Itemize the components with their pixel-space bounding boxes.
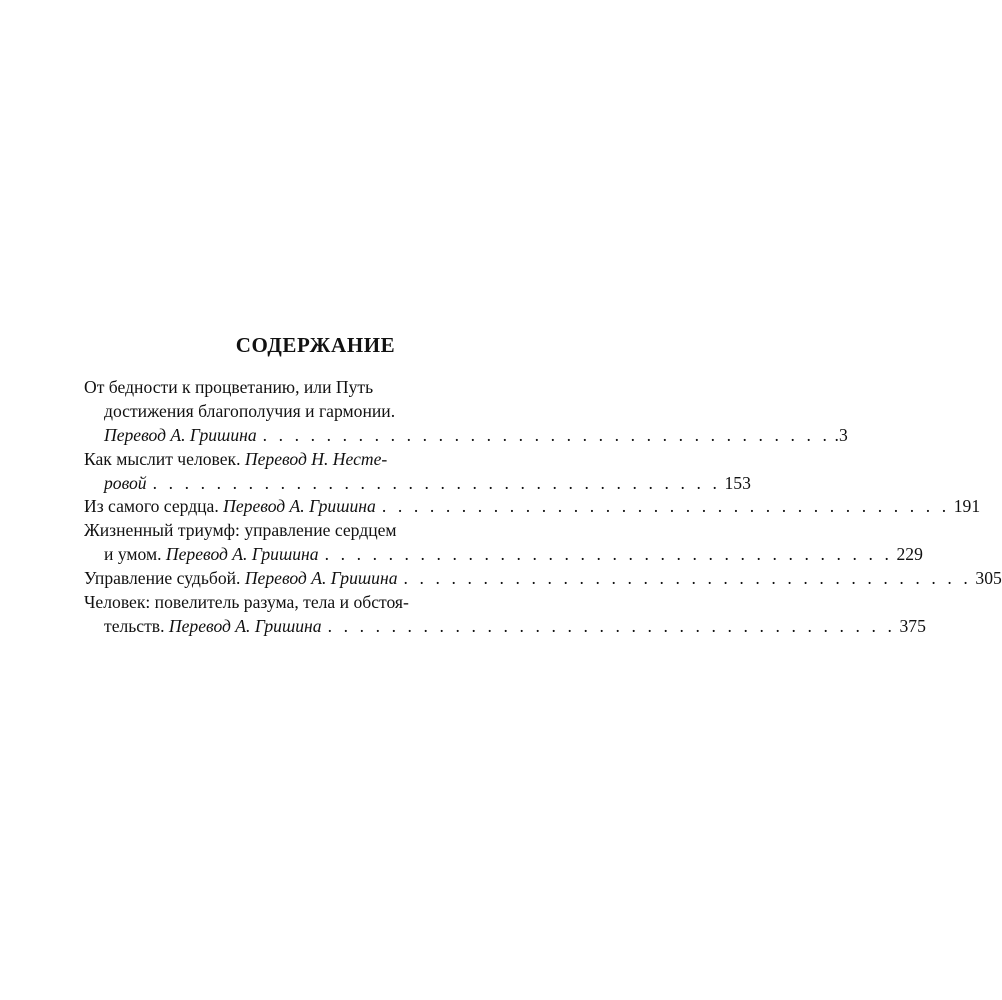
toc-entry-3-lead: [84, 495, 376, 519]
toc-entry-2-line-1: [84, 448, 521, 472]
dot-leader: . . . . . . . . . . . . . . . . . . . . . . . . . . . . . . . . . . . .: [403, 568, 972, 589]
toc-entry-4-page: 229: [896, 544, 923, 565]
toc-entry-5-page: 305: [975, 568, 1002, 589]
toc-entry-4-line-2: [84, 543, 923, 567]
toc-entry-3-page: 191: [953, 496, 981, 517]
table-of-contents: [84, 376, 1002, 639]
toc-entry-6-title-end: тельств.: [104, 615, 165, 636]
dot-leader: . . . . . . . . . . . . . . . . . . . . . . . . . . . . . . . . . . . .: [262, 424, 831, 445]
toc-entry-1-page: .3: [834, 424, 848, 445]
toc-entry-2-translator-part-2: ровой: [104, 472, 147, 493]
toc-entry-3-translator: Перевод А. Гришина: [223, 496, 376, 517]
toc-entry-6-line-2: [84, 615, 926, 639]
toc-entry-4-lead: [104, 543, 319, 567]
toc-entry-4-title-end: и умом.: [104, 544, 162, 565]
toc-entry-3-title: Из самого сердца.: [84, 496, 219, 517]
toc-entry-2-title: Как мыслит человек.: [84, 448, 241, 469]
dot-leader: . . . . . . . . . . . . . . . . . . . . . . . . . . . . . . . . . . . .: [381, 496, 950, 517]
toc-entry-5-lead: [84, 567, 398, 591]
toc-entry-6-lead: [104, 615, 322, 639]
toc-entry-2-page: 153: [724, 472, 751, 493]
dot-leader: . . . . . . . . . . . . . . . . . . . . . . . . . . . . . . . . . . . .: [327, 615, 896, 636]
page-title: СОДЕРЖАНИЕ: [235, 333, 396, 357]
dot-leader: . . . . . . . . . . . . . . . . . . . . . . . . . . . . . . . . . . . .: [152, 472, 721, 493]
toc-entry-6-line-1: Человек: повелитель разума, тела и обстоя-: [84, 592, 409, 613]
toc-entry-6-translator: Перевод А. Гришина: [168, 615, 322, 636]
toc-entry-5-line-1: [84, 567, 1002, 591]
toc-entry-1-line-3: [84, 424, 848, 448]
toc-entry-1-translator: Перевод А. Гришина: [104, 424, 257, 445]
toc-entry-2-line-2: [84, 472, 751, 496]
dot-leader: . . . . . . . . . . . . . . . . . . . . . . . . . . . . . . . . . . . .: [324, 544, 893, 565]
toc-entry-5-translator: Перевод А. Гришина: [244, 568, 398, 589]
toc-entry-3-line-1: [84, 495, 981, 519]
toc-entry-5-title: Управление судьбой.: [84, 568, 241, 589]
toc-entry-1-line-2: достижения благополучия и гармонии.: [104, 400, 396, 421]
toc-entry-6-page: 375: [899, 615, 926, 636]
toc-entry-2-translator-part-1: Перевод Н. Несте-: [244, 448, 388, 469]
toc-entry-4-translator: Перевод А. Гришина: [165, 544, 319, 565]
toc-entry-1-line-1: От бедности к процветанию, или Путь: [84, 377, 374, 397]
toc-entry-4-line-1: Жизненный триумф: управление сердцем: [84, 520, 397, 541]
